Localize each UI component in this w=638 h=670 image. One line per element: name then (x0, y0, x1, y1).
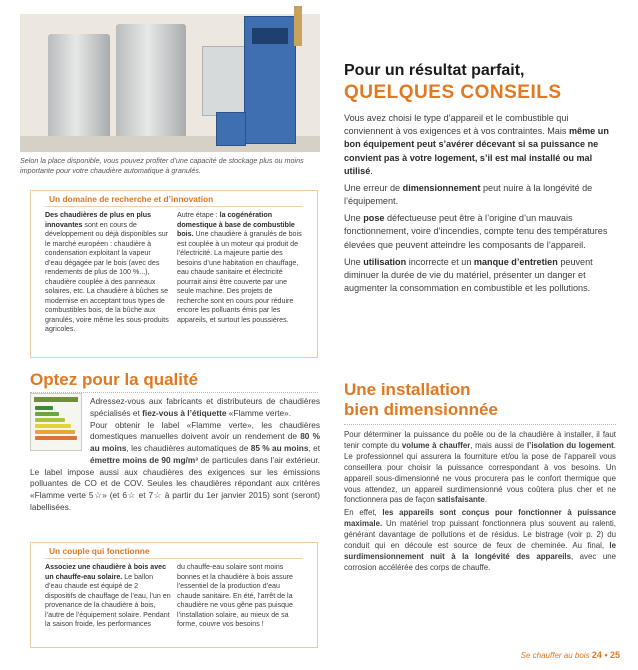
solar-left-bold: Associez une chaudière à bois avec un chauffe-eau solaire. (45, 563, 167, 581)
advice-p4-a: Une (344, 256, 364, 267)
quality-heading: Optez pour la qualité (30, 370, 199, 389)
advice-p3-a: Une (344, 213, 364, 224)
silo-left (48, 34, 110, 144)
installation-heading-rule (344, 424, 616, 425)
quality-p2-bold-2: 85 % au moins (250, 443, 309, 454)
advice-p4-bold-1: utilisation (363, 256, 407, 267)
advice-p2-bold: dimensionnement (402, 182, 481, 193)
installation-p2-a: En effet, (344, 508, 383, 518)
advice-body (344, 112, 616, 299)
solar-box-right-column (177, 563, 305, 630)
quality-p2-g: de particules dans l’air extérieur. Le label impose aussi aux chaudières des exigences sur les émissions polluantes de CO et de COV. Seules les chaudières répondant aux critères «Flamme verte 5☆» (et 6☆ et 7☆ à partir du 1er janvier 2015) sont (seront) labellisées. (30, 454, 320, 513)
research-right-bold: la cogénération domestique à base de combustible bois. (177, 211, 295, 238)
advice-p4-c: incorrecte et un (406, 256, 474, 267)
advice-p3-c: défectueuse peut être à l’origine d’un mauvais fonctionnement, voire d’incendies, compte tenu des températures élevées que peuvent atteindre les composants de l’appareil. (344, 213, 608, 250)
footer-title: Se chauffer au bois (520, 651, 590, 660)
solar-box-title: Un couple qui fonctionne (45, 546, 154, 556)
installation-paragraph-1 (344, 430, 616, 506)
research-box (30, 190, 318, 358)
installation-body (344, 430, 616, 574)
advice-paragraph-3 (344, 212, 616, 252)
silo-right (116, 24, 186, 146)
advice-p4-bold-2: manque d’entretien (473, 256, 558, 267)
solar-box (30, 542, 318, 648)
installation-p1-g: . (484, 495, 488, 505)
advice-paragraph-2 (344, 182, 616, 208)
advice-paragraph-1 (344, 112, 616, 178)
advice-heading-line2: QUELQUES CONSEILS (344, 82, 562, 103)
research-right-text: Une chaudière à granulés de bois est couplée à un moteur qui produit de l’électricité. La majeure partie des besoins d’une habitation en chauffage, eau chaude sanitaire et électricité pourrait ainsi être couverte par une seule machine. Des projets de recherche sont en cours pour réduire encore les polluants émis par les appareils, et surtout les poussières. (177, 230, 302, 324)
quality-paragraph-1 (90, 396, 320, 420)
quality-p2-bold-3: émettre moins de 90 mg/m³ (90, 454, 198, 465)
advice-p1-a: Vous avez choisi le type d’appareil et le combustible qui conviennent à vos exigences et à vos contraintes. Mais (344, 113, 569, 137)
solar-box-left-column (45, 563, 171, 630)
advice-heading-line1: Pour un résultat parfait, (344, 62, 525, 79)
research-left-bold: Des chaudières de plus en plus innovantes (45, 211, 152, 229)
solar-right-text: du chauffe-eau solaire sont moins bonnes et la chaudière à bois assure l’essentiel de la production d’eau chaude sanitaire. En été, l’arrêt de la chaudière ne vous gêne pas puisque l’installation solaire, au mieux de sa forme, couvre vos besoins ! (177, 563, 293, 628)
footer-page-numbers: 24 • 25 (591, 650, 620, 660)
advice-paragraph-4 (344, 256, 616, 296)
installation-p1-bold-2: l’isolation du logement (526, 440, 614, 450)
advice-p3-bold: pose (363, 213, 385, 224)
installation-p1-c: , mais aussi de (470, 440, 527, 450)
installation-p2-bold-2: le surdimensionnement nuit à la longévité des appareils (344, 541, 616, 561)
photo-caption: Selon la place disponible, vous pouvez profiter d’une capacité de stockage plus ou moins importante pour votre chaudière automatique à granulés. (20, 156, 304, 175)
advice-p2-a: Une erreur de (344, 182, 403, 193)
photo-pellet-boiler (196, 6, 316, 152)
advice-p1-bold: même un bon équipement peut s’avérer décevant si sa puissance ne convient pas à votre logement, s’il est mal installé ou mal utilisé (344, 126, 609, 176)
quality-p2-e: , et (308, 443, 321, 454)
research-box-title: Un domaine de recherche et d’innovation (45, 194, 217, 204)
solar-box-divider (45, 558, 303, 559)
research-left-text: sont en cours de développement ou déjà disponibles sur le marché européen : chaudière à condensation exploitant la vapeur d’eau dégagée par le bois (avec des rendements de plus de 100 %...), chaudière couplée à des panneaux solaires, etc. La chaudière à bûches se modernise en acceptant tous types de combustibles bois, de la bûche aux granulés, voire même les sous-produits agricoles. (45, 220, 169, 333)
solar-left-text: Le ballon d’eau chaude est équipé de 2 dispositifs de chauffage de l’eau, l’un en provenance de la chaudière à bois, l’autre de l’équipement solaire. Pendant la saison froide, les performances (45, 572, 171, 628)
installation-heading-line2: bien dimensionnée (344, 400, 498, 419)
research-box-right-column (177, 211, 305, 325)
research-box-divider (45, 206, 303, 207)
quality-paragraph-2 (30, 420, 320, 514)
installation-paragraph-2 (344, 508, 616, 573)
quality-p1-bold: fiez-vous à l’étiquette (142, 407, 227, 418)
installation-p1-e: . Le professionnel qui assurera la fourniture et/ou la pose de l’appareil vous conseillera pour choisir la puissance correspondant à vos besoins. Un appareil sous-dimensionné ne vous procurera pas le confort thermique que vous attendez, un appareil surdimensionné vous coûtera plus cher et ne fonctionnera pas de façon (344, 440, 616, 505)
advice-p4-e: peuvent diminuer la durée de vie du matériel, présenter un danger et augmenter la consommation en combustible et les pollutions. (344, 256, 593, 294)
installation-p1-bold-3: satisfaisante (437, 495, 485, 505)
page-footer (521, 650, 620, 660)
advice-p1-c: . (370, 165, 373, 176)
quality-p2-a: Pour obtenir le label «Flamme verte», les chaudières domestiques manuelles doivent avoir un rendement de (90, 419, 320, 442)
quality-p1-a: Adressez-vous aux fabricants et distributeurs de chaudières spécialisés et (90, 396, 320, 418)
installation-p2-c: Un matériel trop puissant fonctionnera plus souvent au ralenti, générant davantage de pollutions et de résidus. Le bistrage (voir p. 2) du conduit qui en découle est source de feux de cheminée. Au final, (344, 519, 616, 551)
research-box-left-column (45, 211, 169, 335)
installation-p2-e: , avec une corrosion accélérée des corps de chauffe. (344, 551, 616, 572)
advice-p2-c: peut nuire à la longévité de l’équipement. (344, 182, 593, 207)
quality-p2-c: , les chaudières automatiques de (126, 443, 251, 454)
research-right-intro: Autre étape : (177, 211, 220, 219)
quality-p2-bold-1: 80 % au moins (90, 431, 321, 454)
installation-heading-line1: Une installation (344, 380, 471, 399)
installation-p1-a: Pour déterminer la puissance du poêle ou de la chaudière à installer, il faut tenir compte du (344, 430, 616, 450)
installation-p2-bold-1: les appareils sont conçus pour fonctionner à puissance maximale. (344, 508, 616, 529)
quality-body (30, 396, 320, 514)
quality-p1-c: «Flamme verte». (226, 407, 292, 418)
installation-p1-bold-1: volume à chauffer (401, 440, 471, 450)
